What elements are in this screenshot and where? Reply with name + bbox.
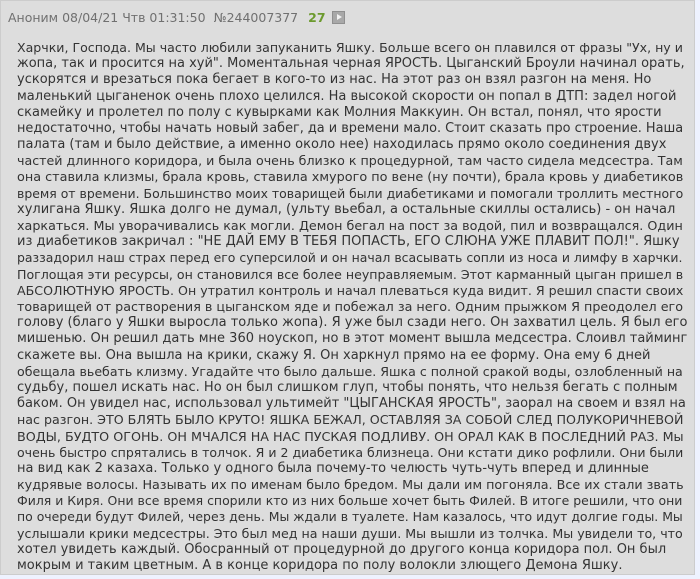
post-text-line: хотел увидеть каждый. Обосранный от процедурной до другого конца коридора пол. Он был [17,541,667,557]
post-text-line: Поглощая эти ресурсы, он становился все более неуправляемым. Этот карманный цыган пришел в [17,266,684,282]
post-text-line: маленький цыганенок очень плохо целился. На высокой скорости он попал в ДТП: задел ногой [17,88,677,104]
post-text-line: скамейку и пролетел по полу с кувырками как Молния Маккуин. Он встал, понял, что ярости [17,104,662,120]
post-text-line: жопа, так и просится на хуй". Моментальная черная ЯРОСТЬ. Цыганский Броули начинал орать, [17,56,685,72]
play-icon[interactable] [332,11,345,24]
post-text-line: на вид как 2 казаха. Только у одного была почему-то челюсть чуть-чуть вперед и длинные [17,460,649,476]
post-number-link[interactable]: №244007377 [213,9,299,25]
post-text-line: мокрым и таким цветным. А в конце коридора по полу волокли злющего Демона Яшку. [17,558,623,573]
post-text-line: баком. Он увидел нас, использовал ультимейт "ЦЫГАНСКАЯ ЯРОСТЬ", заорал на своем и взял на [17,396,686,412]
post-text-line: частей длинного коридора, и была очень близко к процедурной, там часто сидела медсестра. Там [17,153,683,169]
post-text-line: нас разгон. ЭТО БЛЯТЬ БЫЛО КРУТО! ЯШКА БЕЖАЛ, ОСТАВЛЯЯ ЗА СОБОЙ СЛЕД ПОЛУКОРИЧНЕВОЙ [17,412,684,428]
post-text-line: Филя и Киря. Они все время спорили кто из них больше хочет быть Филей. В итоге решили, что они [17,493,683,509]
post-text-line: по очереди будут Филей, через день. Мы ждали в туалете. Нам казалось, что идут долгие годы. Мы [17,509,683,525]
post-text-line: хулигана Яшку. Яшка долго не думал, (ульту вьебал, а остальные скиллы остались) - он начал [17,201,676,217]
post-body [17,40,687,574]
post-text-line: ВОДЫ, БУДТО ОГОНЬ. ОН МЧАЛСЯ НА НАС ПУСКАЯ ПОДЛИВУ. ОН ОРАЛ КАК В ПОСЛЕДНИЙ РАЗ. Мы [17,428,684,444]
post-text-line: время от времени. Большинство моих товарищей были диабетиками и помогали троллить местного [17,185,684,201]
post-text-line: обещала вьебать клизму. Угадайте что было дальше. Яшка с полной сракой воды, озлобленный на [17,363,683,379]
post-text-line: раззадорил наш страх перед его суперсилой и он начал всасывать сопли из носа и лимфу в харчки. [17,250,683,266]
post-text-line: очень быстро спрятались в толчок. Я и 2 диабетика близнеца. Они кстати дико рофлили. Они были [17,444,684,460]
post-text-line: она ставила клизмы, брала кровь, ставила хмурого по вене (ну почти), брала кровь у диабетиков [17,169,684,185]
post-text-line: товарищей от растворения в цыганском яде и побежал за него. Одним прыжком Я преодолел его [17,299,683,314]
post-text-line: судьбу, пошел искать нас. Но он был слишком глуп, чтобы понять, что нельзя бегать с полным [17,379,678,395]
post-text-line: мишенью. Он решил дать мне 360 ноускоп, но в этот момент вышла медсестра. Слоивл тайминг [17,331,688,347]
post-text-line: палата (там и было действие, а именно около нее) находилась прямо около соединения двух [17,137,667,153]
author-name: Аноним [8,9,59,25]
post-text-line: услышали крики медсестры. Это был мед на наши души. Мы вышли из толчка. Мы увидели то, что [17,525,683,541]
post-text-line: голову (благо у Яшки выросла только жопа). Я уже был сзади него. Он захватил цель. Я был его [17,315,688,331]
post-text-line: из диабетиков закричал : "НЕ ДАЙ ЕМУ В ТЕБЯ ПОПАСТЬ, ЕГО СЛЮНА УЖЕ ПЛАВИТ ПОЛ!". Яшку [17,234,680,250]
post-text-line: скажете вы. Она вышла на крики, скажу Я. Он харкнул прямо на ее форму. Она ему 6 дней [17,347,651,363]
post-text-line: ускорятся и врезаться пока бегает в кого-то из нас. На этот раз он взял разгон на меня. Но [17,72,652,88]
post-text-line: харкаться. Мы уворачивались как могли. Демон бегал на пост за водой, пил и возвращался. Один [17,218,683,234]
reply-count[interactable]: 27 [308,9,326,25]
post-text-line: недостаточно, чтобы начать новый забег, да и времени мало. Стоит сказать про строение. Наша [17,120,684,136]
post-text-line: кудрявые волосы. Называть их по именам было бредом. Мы дали им погоняла. Все их стали звать [17,477,684,493]
post-datetime: 08/04/21 Чтв 01:31:50 [62,9,206,25]
post-header [8,6,345,28]
post-text-line: АБСОЛЮТНУЮ ЯРОСТЬ. Он утратил контроль и начал плеваться куда видит. Я решил спасти своих [17,282,684,298]
post-text-line: Харчки, Господа. Мы часто любили запуканить Яшку. Больше всего он плавился от фразы "Ух, ну и [17,40,683,55]
